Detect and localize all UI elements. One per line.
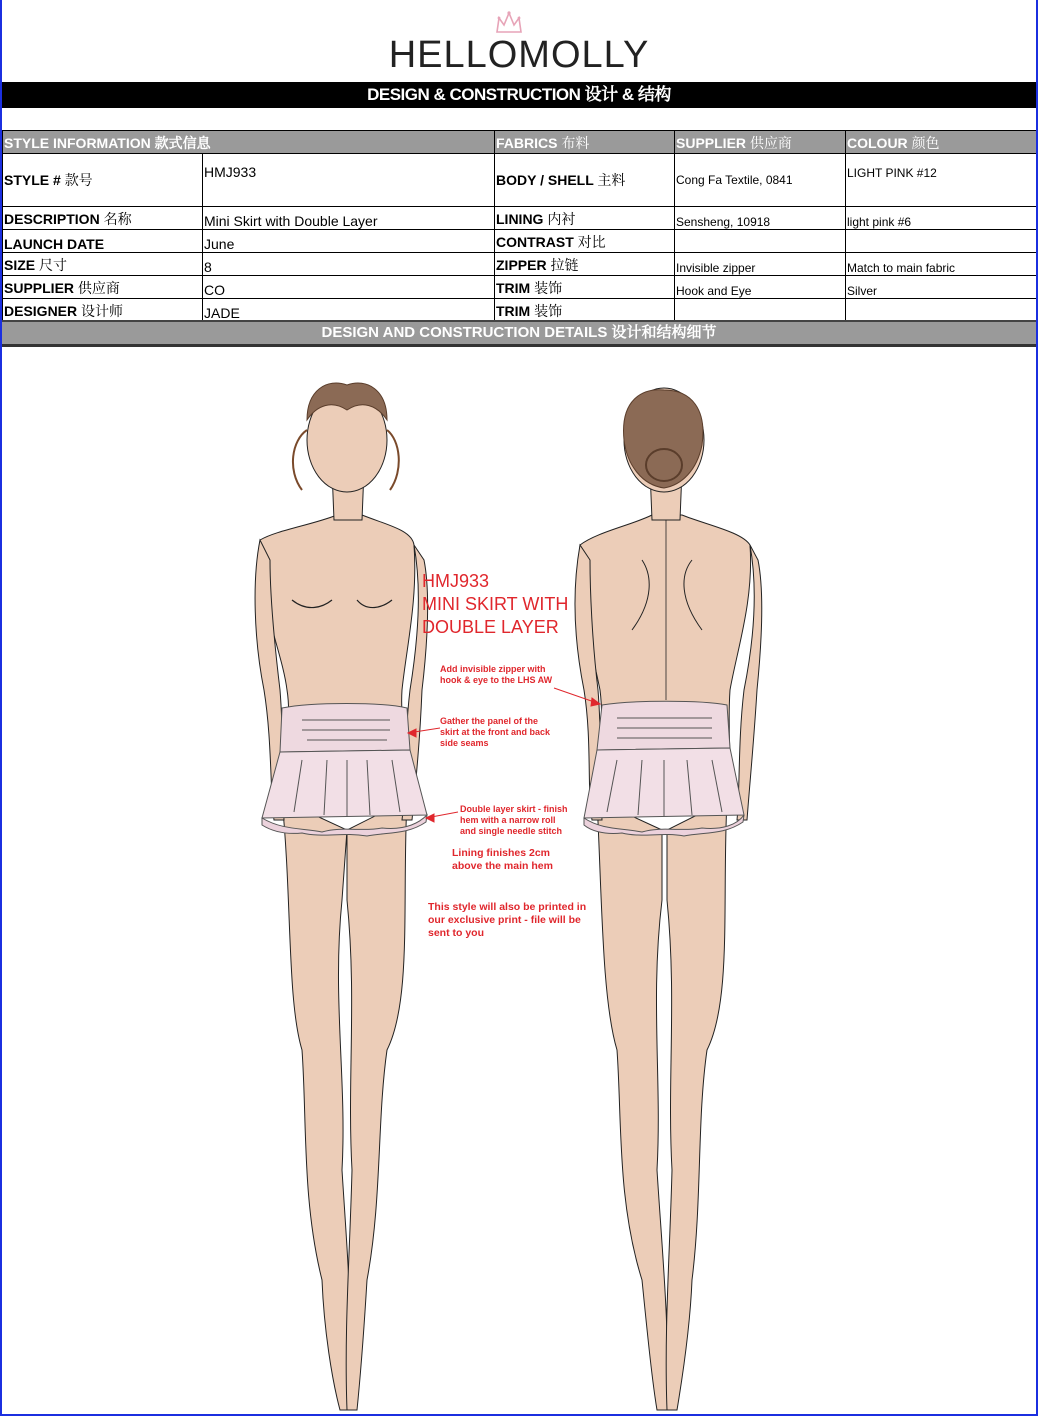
double-layer-note: Double layer skirt - finish hem with a narrow roll and single needle stitch [460,804,568,836]
colour-header: COLOUR 颜色 [846,131,1039,154]
design-illustration [2,345,1038,1415]
page-title: DESIGN & CONSTRUCTION 设计 & 结构 [2,82,1036,108]
row-label: DESCRIPTION 名称 [3,207,203,230]
supplier-cell: Cong Fa Textile, 0841 [675,154,846,207]
details-header: DESIGN AND CONSTRUCTION DETAILS 设计和结构细节 [2,320,1036,347]
fabric-label: CONTRAST 对比 [495,230,675,253]
annotation-arrows [408,688,600,822]
colour-cell [846,299,1039,322]
gather-note: Gather the panel of the skirt at the front and back side seams [440,716,551,748]
table-row [3,276,1039,299]
row-label: DESIGNER 设计师 [3,299,203,322]
back-skirt [584,701,744,836]
colour-cell [846,230,1039,253]
colour-cell: Match to main fabric [846,253,1039,276]
style-annotation: HMJ933 MINI SKIRT WITH DOUBLE LAYER [422,571,569,637]
table-header-row [3,131,1039,154]
front-figure [255,388,428,1410]
supplier-cell [675,230,846,253]
row-label: STYLE # 款号 [3,154,203,207]
colour-cell: Silver [846,276,1039,299]
fabric-label: BODY / SHELL 主料 [495,154,675,207]
table-row [3,207,1039,230]
supplier-cell: Invisible zipper [675,253,846,276]
supplier-cell: Sensheng, 10918 [675,207,846,230]
brand-logo [2,6,1036,78]
row-value: June [203,230,495,253]
style-info-table [2,130,1038,322]
fabric-label: LINING 内衬 [495,207,675,230]
fabric-label: TRIM 装饰 [495,299,675,322]
table-row [3,154,1039,207]
table-row [3,253,1039,276]
colour-cell: light pink #6 [846,207,1039,230]
row-label: LAUNCH DATE [3,230,203,253]
lining-note: Lining finishes 2cm above the main hem [452,847,553,872]
supplier-cell [675,299,846,322]
row-value: CO [203,276,495,299]
row-label: SIZE 尺寸 [3,253,203,276]
row-value: 8 [203,253,495,276]
back-figure [575,388,762,1410]
brand-name: HELLOMOLLY [388,34,650,76]
supplier-header: SUPPLIER 供应商 [675,131,846,154]
crown-icon [494,10,524,36]
fabric-label: ZIPPER 拉链 [495,253,675,276]
row-label: SUPPLIER 供应商 [3,276,203,299]
croquis-drawing [2,345,1038,1415]
row-value: JADE [203,299,495,322]
table-row [3,230,1039,253]
row-value: HMJ933 [203,154,495,207]
colour-cell: LIGHT PINK #12 [846,154,1039,207]
zipper-note: Add invisible zipper with hook & eye to the LHS AW [440,664,553,685]
supplier-cell: Hook and Eye [675,276,846,299]
style-info-header: STYLE INFORMATION 款式信息 [3,131,495,154]
fabrics-header: FABRICS 布料 [495,131,675,154]
row-value: Mini Skirt with Double Layer [203,207,495,230]
print-note: This style will also be printed in our exclusive print - file will be sent to you [428,901,587,939]
table-row [3,299,1039,322]
fabric-label: TRIM 装饰 [495,276,675,299]
